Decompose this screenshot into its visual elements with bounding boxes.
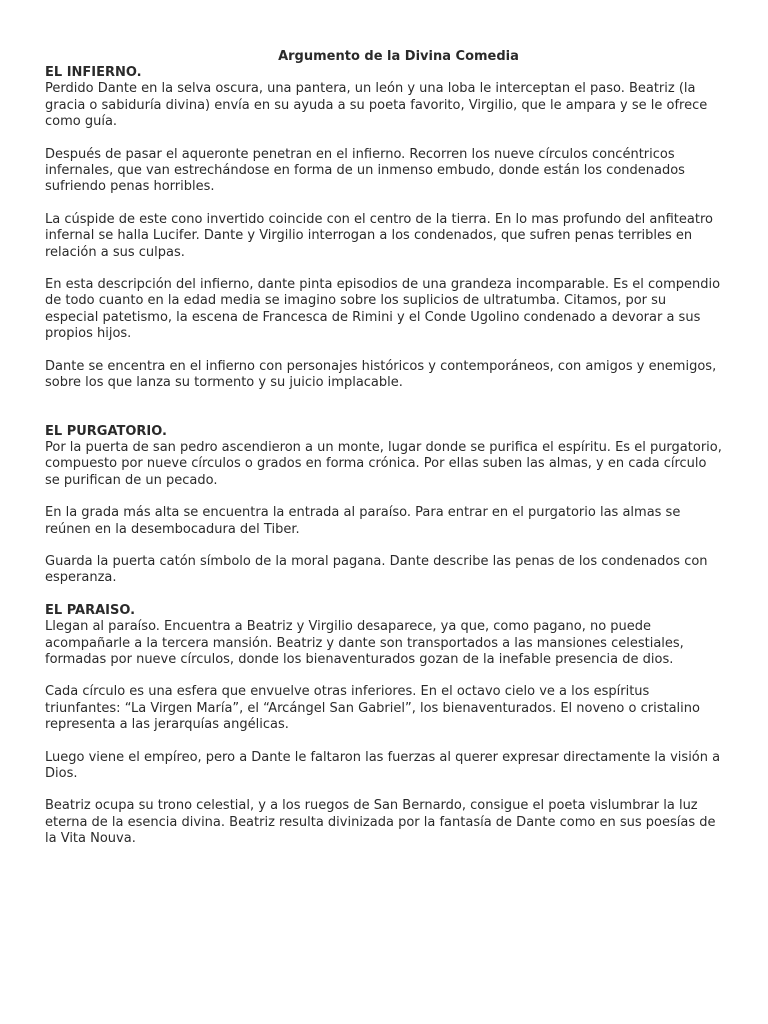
paragraph: Después de pasar el aqueronte penetran en el infierno. Recorren los nueve círculos concéntricos infernales, que van estrechándose en forma de un inmenso embudo, donde están los condenados sufriendo penas horribles. [45,146,685,195]
paragraph: Guarda la puerta catón símbolo de la moral pagana. Dante describe las penas de los condenados con esperanza. [45,553,708,586]
paragraph: En esta descripción del infierno, dante pinta episodios de una grandeza incomparable. Es el compendio de todo cuanto en la edad media se imagino sobre los suplicios de ultratumba. Citamos, por su especial patetismo, la escena de Francesca de Rimini y el Conde Ugolino condenado a devorar a sus propios hijos. [45,277,721,342]
paragraph: Beatriz ocupa su trono celestial, y a los ruegos de San Bernardo, consigue el poeta vislumbrar la luz eterna de la esencia divina. Beatriz resulta divinizada por la fantasía de Dante como en sus poesías de la Vita Nouva. [45,798,716,847]
paragraph: En la grada más alta se encuentra la entrada al paraíso. Para entrar en el purgatorio las almas se reúnen en la desembocadura del Tiber. [45,505,681,537]
section-spacer [45,408,722,424]
section-infierno [45,65,722,392]
paragraph: Perdido Dante en la selva oscura, una pantera, un león y una loba le interceptan el paso. Beatriz (la gracia o sabiduría divina) envía en su ayuda a su poeta favorito, Virgilio, que le ampara y se le ofrece como guía. [45,81,708,130]
paragraph: Cada círculo es una esfera que envuelve otras inferiores. En el octavo cielo ve a los espíritus triunfantes: “La Virgen María”, el “Arcángel San Gabriel”, los bienaventurados. El noveno o cristalino representa a las jerarquías angélicas. [45,684,700,733]
section-heading-purgatorio: EL PURGATORIO. [45,423,167,439]
paragraph: Por la puerta de san pedro ascendieron a un monte, lugar donde se purifica el espíritu. Es el purgatorio, compuesto por nueve círculos o grados en forma crónica. Por ellas suben las almas, y en cada círculo se purifican de un pecado. [45,439,722,488]
section-heading-paraiso: EL PARAISO. [45,602,136,618]
section-heading-infierno: EL INFIERNO. [45,65,142,80]
paragraph: La cúspide de este cono invertido coincide con el centro de la tierra. En lo mas profundo del anfiteatro infernal se halla Lucifer. Dante y Virgilio interrogan a los condenados, que sufren penas terribles en relación a sus culpas. [45,211,713,260]
paragraph: Luego viene el empíreo, pero a Dante le faltaron las fuerzas al querer expresar directamente la visión a Dios. [45,749,721,781]
section-paraiso [45,603,722,848]
document-title: Argumento de la Divina Comedia [278,49,519,64]
paragraph: Llegan al paraíso. Encuentra a Beatriz y Virgilio desaparece, ya que, como pagano, no puede acompañarle a la tercera mansión. Beatriz y dante son transportados a las mansiones celestiales, formadas por nueve círculos, donde los bienaventurados gozan de la inefable presencia de dios. [45,619,684,667]
paragraph: Dante se encentra en el infierno con personajes históricos y contemporáneos, con amigos y enemigos, sobre los que lanza su tormento y su juicio implacable. [45,358,717,391]
section-purgatorio [45,424,722,587]
